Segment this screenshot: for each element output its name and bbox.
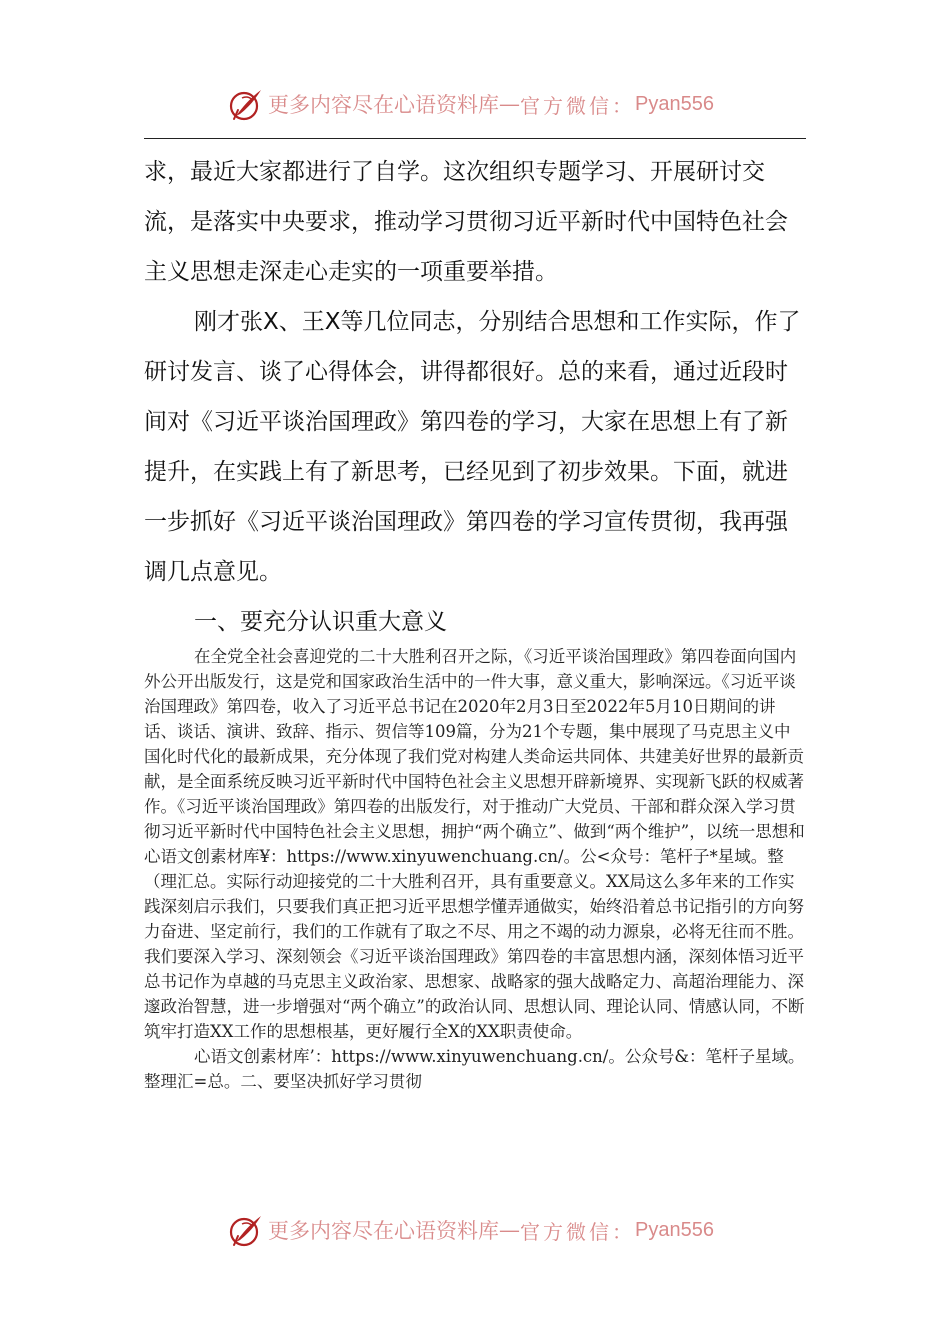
header-brand: 更多内容尽在心语资料库: [268, 93, 499, 117]
footer-wechat-label: 官方微信：: [520, 1219, 635, 1244]
header-wechat-label: 官方微信：: [520, 93, 635, 118]
detail-text: [144, 644, 806, 1094]
footer-separator: —: [499, 1218, 520, 1242]
footer-wechat-id: Pyan556: [635, 1218, 714, 1241]
header-watermark: [228, 84, 714, 124]
header-wechat-id: Pyan556: [635, 92, 714, 115]
quill-pen-logo-icon: [228, 1212, 264, 1248]
header-separator: —: [499, 92, 520, 116]
header-rule: [144, 138, 806, 139]
paragraph-1: 求，最近大家都进行了自学。这次组织专题学习、开展研讨交流，是落实中央要求，推动学习贯彻习近平新时代中国特色社会主义思想走深走心走实的一项重要举措。: [144, 159, 788, 285]
footer-watermark: [228, 1210, 714, 1250]
section-heading-1: 一、要充分认识重大意义: [194, 609, 447, 635]
footer-brand: 更多内容尽在心语资料库: [268, 1219, 499, 1243]
paragraph-2: 刚才张X、王X等几位同志，分别结合思想和工作实际，作了研讨发言、谈了心得体会，讲得都很好。总的来看，通过近段时间对《习近平谈治国理政》第四卷的学习，大家在思想上有了新提升，在实践上有了新思考，已经见到了初步效果。下面，就进一步抓好《习近平谈治国理政》第四卷的学习宣传贯彻，我再强调几点意见。: [144, 309, 801, 585]
quill-pen-logo-icon: [228, 86, 264, 122]
paragraph-3: 在全党全社会喜迎党的二十大胜利召开之际，《习近平谈治国理政》第四卷面向国内外公开出版发行，这是党和国家政治生活中的一件大事，意义重大，影响深远。《习近平谈治国理政》第四卷，收入了习近平总书记在2020年2月3日至2022年5月10日期间的讲话、谈话、演讲、致辞、指示、贺信等109篇，分为21个专题，集中展现了马克思主义中国化时代化的最新成果，充分体现了我们党对构建人类命运共同体、共建美好世界的最新贡献，是全面系统反映习近平新时代中国特色社会主义思想开辟新境界、实现新飞跃的权威著作。《习近平谈治国理政》第四卷的出版发行，对于推动广大党员、干部和群众深入学习贯彻习近平新时代中国特色社会主义思想，拥护“两个确立”、做到“两个维护”，以统一思想和心语文创素材库¥：https://www.xinyuwenchuang.cn/。公<众号：笔杆子*星域。整（理汇总。实际行动迎接党的二十大胜利召开，具有重要意义。XX局这么多年来的工作实践深刻启示我们，只要我们真正把习近平思想学懂弄通做实，始终沿着总书记指引的方向努力奋进、坚定前行，我们的工作就有了取之不尽、用之不竭的动力源泉，必将无往而不胜。我们要深入学习、深刻领会《习近平谈治国理政》第四卷的丰富思想内涵，深刻体悟习近平总书记作为卓越的马克思主义政治家、思想家、战略家的强大战略定力、高超治理能力、深邃政治智慧，进一步增强对“两个确立”的政治认同、思想认同、理论认同、情感认同，不断筑牢打造XX工作的思想根基，更好履行全X的XX职责使命。: [144, 647, 805, 1041]
main-text: [144, 147, 806, 647]
paragraph-4: 心语文创素材库’：https://www.xinyuwenchuang.cn/。公众号&：笔杆子星域。整理汇=总。二、要坚决抓好学习贯彻: [144, 1047, 805, 1091]
